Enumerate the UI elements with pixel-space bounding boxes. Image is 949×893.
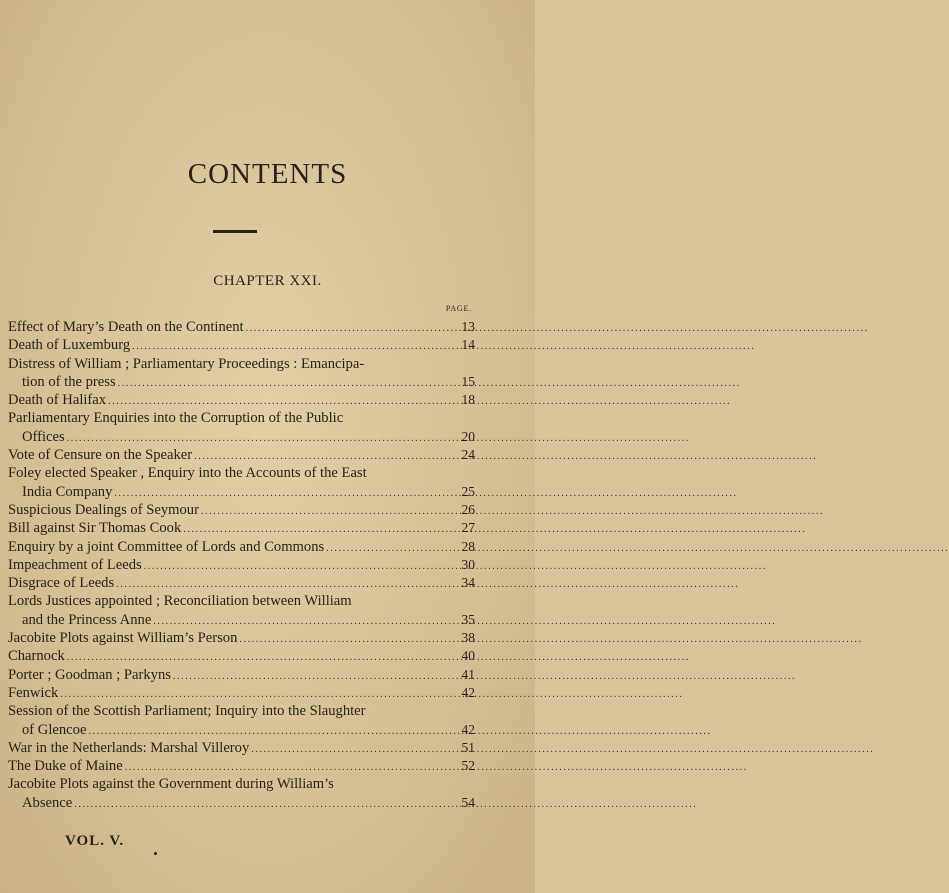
page-column-label: PAGE. [445,304,472,313]
toc-entry-line [8,391,475,409]
toc-entry-title: India Company [22,483,113,500]
toc-page-number: 41 [461,666,475,682]
toc-entry-line [8,409,475,427]
toc-page-number: 28 [461,538,475,554]
toc-page-number: 18 [461,392,475,408]
toc-page-number: 25 [461,483,475,499]
toc-entry [8,592,475,629]
toc-entry-title: Impeachment of Leeds [8,556,142,573]
toc-entry-title: Distress of William ; Parliamentary Proceedings : Emancipa- [8,355,365,372]
toc-entry-title: Suspicious Dealings of Seymour [8,501,199,518]
toc-entry [8,519,475,537]
toc-entry-continuation [8,483,475,501]
toc-entry-title: Effect of Mary’s Death on the Continent [8,319,244,335]
toc-entry [8,464,475,501]
toc-entry [8,336,475,354]
toc-entry [8,574,475,592]
toc-entry-line [8,647,475,665]
toc-entry-line [8,666,475,684]
contents-heading: CONTENTS [187,158,348,190]
toc-entry-line [8,538,475,556]
toc-entry-line [8,739,475,757]
toc-entry-title: Absence [22,794,73,811]
toc-page-number: 42 [461,721,475,737]
toc-entry-title: Death of Luxemburg [8,337,131,354]
chapter-heading: CHAPTER XXI. [213,273,322,289]
toc-entry-title: Jacobite Plots against the Government during William’s [8,776,334,793]
toc-entry-continuation [8,794,475,812]
toc-page-number: 27 [461,520,475,536]
toc-entry-title: Session of the Scottish Parliament; Inquiry into the Slaughter [8,703,366,720]
toc-entry [8,684,475,702]
toc-entry-title: Porter ; Goodman ; Parkyns [8,666,171,683]
toc-entry [8,391,475,409]
toc-entry-line [8,519,475,537]
toc-page-number: 24 [461,447,475,463]
toc-entry-title: Lords Justices appointed ; Reconciliation between William [8,593,352,610]
toc-entry [8,757,475,775]
toc-entry [8,556,475,574]
toc-entry [8,702,475,739]
toc-entry-continuation [8,428,475,446]
toc-entry-line [8,501,475,519]
toc-entry [8,666,475,684]
toc-entry-title: tion of the press [22,373,116,390]
toc-entry-line [8,318,475,336]
toc-page-number: 34 [461,575,475,591]
toc-entry-line [8,629,475,647]
toc-entry-title: Parliamentary Enquiries into the Corruption of the Public [8,410,344,427]
toc-entry-continuation [8,373,475,391]
toc-page-number: 15 [461,373,475,389]
toc-entry-title: Enquiry by a joint Committee of Lords and Commons [8,538,325,555]
toc-entry [8,775,475,812]
toc-entry [8,318,475,336]
toc-page-number: 30 [461,556,475,572]
toc-entry-title: War in the Netherlands: Marshal Villeroy [8,739,250,756]
toc-entry-title: Charnock [8,648,65,665]
toc-entry-line [8,355,475,373]
toc-entry-line [8,556,475,574]
toc-page-number: 52 [461,758,475,774]
toc-entry [8,355,475,392]
toc-entry-line [8,446,475,464]
toc-page-number: 20 [461,428,475,444]
toc-entry-title: Bill against Sir Thomas Cook [8,520,182,537]
dot-leader [74,796,448,814]
toc-entry-title: of Glencoe [22,721,87,738]
toc-page-number: 13 [461,319,475,334]
toc-page-number: 26 [461,501,475,517]
toc-page-number: 35 [461,611,475,627]
toc-page-number: 40 [461,648,475,664]
toc-entry-title: and the Princess Anne [22,611,152,628]
toc-page-number: 42 [461,684,475,700]
toc-entry-title: Fenwick [8,684,59,701]
toc-entry-title: Vote of Censure on the Speaker [8,447,193,464]
toc-entry-line [8,336,475,354]
toc-entry [8,446,475,464]
toc-entry-line [8,592,475,610]
toc-entry-title: Disgrace of Leeds [8,575,115,592]
toc-entry-title: Death of Halifax [8,392,107,409]
table-of-contents [8,318,475,812]
toc-page-number: 51 [461,739,475,755]
toc-entry-line [8,574,475,592]
toc-entry-line [8,757,475,775]
toc-page-number: 14 [461,337,475,353]
toc-entry [8,629,475,647]
toc-entry-line [8,464,475,482]
heading-rule [213,230,257,233]
toc-entry-title: Jacobite Plots against William’s Person [8,630,238,647]
toc-entry-title: Foley elected Speaker , Enquiry into the Accounts of the East [8,465,367,482]
toc-entry-line [8,684,475,702]
toc-entry-line [8,702,475,720]
volume-signature: VOL. V. [65,833,125,849]
toc-entry [8,739,475,757]
toc-entry [8,501,475,519]
toc-entry [8,538,475,556]
toc-page-number: 54 [461,794,475,810]
toc-entry [8,409,475,446]
toc-entry-continuation [8,721,475,739]
toc-page-number: 38 [461,630,475,646]
toc-entry-title: The Duke of Maine [8,758,123,775]
toc-entry-title: Offices [22,428,65,445]
toc-entry-line [8,775,475,793]
toc-entry [8,647,475,665]
printer-mark [154,852,157,855]
toc-entry-continuation [8,611,475,629]
